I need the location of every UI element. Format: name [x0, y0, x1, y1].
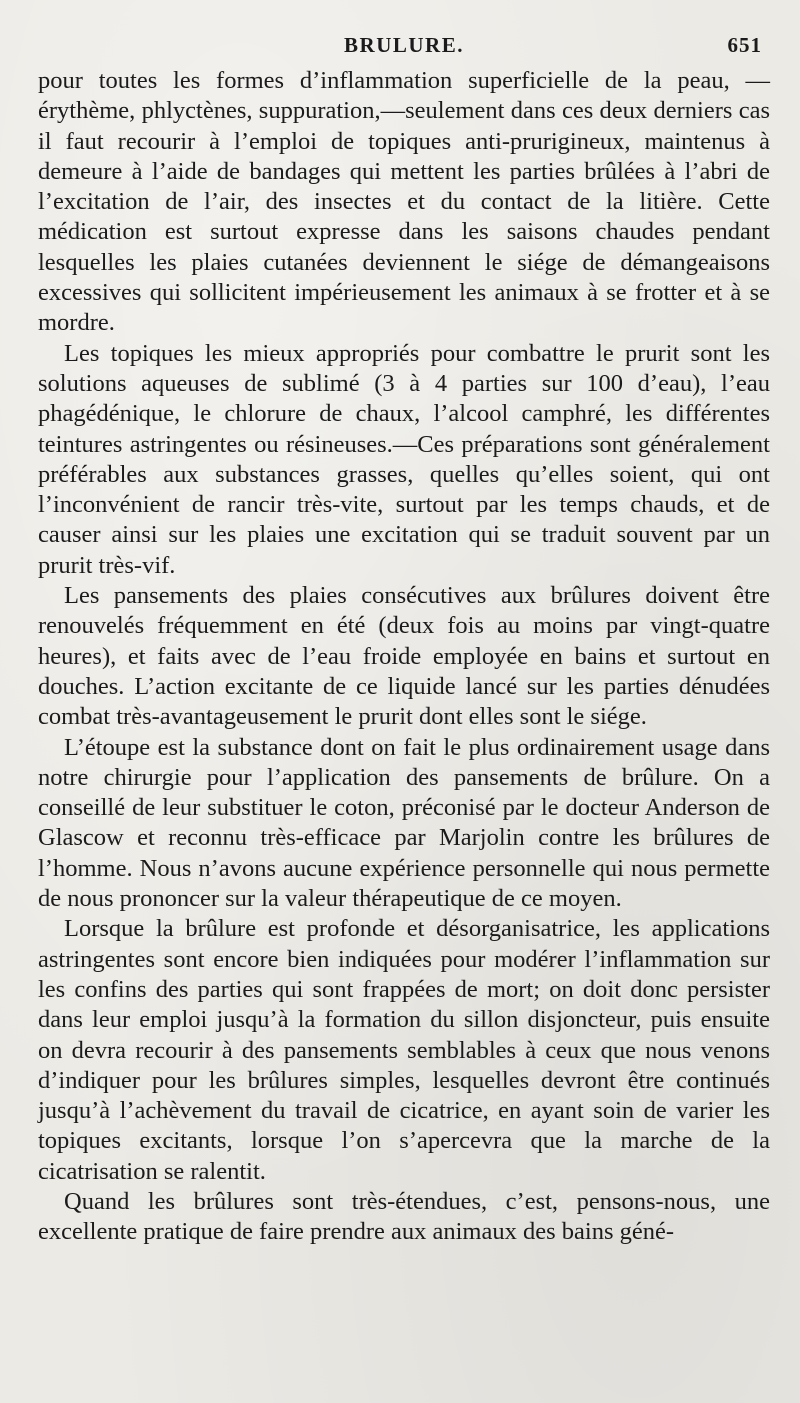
paragraph-1: pour toutes les formes d’inflammation superficielle de la peau, —érythème, phlyctènes, suppuration,—seulement dans ces deux derniers cas il faut recourir à l’emploi de topiques anti-prurigineux, maintenus à demeure à l’aide de bandages qui mettent les parties brûlées à l’abri de l’excitation de l’air, des insectes et du contact de la litière. Cette médication est surtout expresse dans les saisons chaudes pendant lesquelles les plaies cutanées deviennent le siége de démangeaisons excessives qui sollicitent impérieusement les animaux à se frotter et à se mordre. — [38, 67, 770, 337]
paragraph-2: Les topiques les mieux appropriés pour combattre le prurit sont les solutions aqueuses de sublimé (3 à 4 parties sur 100 d’eau), l’eau phagédénique, le chlorure de chaux, l’alcool camphré, les différentes teintures astringentes ou résineuses.—Ces préparations sont généralement préférables aux substances grasses, quelles qu’elles soient, qui ont l’inconvénient de rancir très-vite, surtout par les temps chauds, et de causer ainsi sur les plaies une excitation qui se traduit souvent par un prurit très-vif. — [38, 339, 770, 579]
paragraph-3: Les pansements des plaies consécutives aux brûlures doivent être renouvelés fréquemment en été (deux fois au moins par vingt-quatre heures), et faits avec de l’eau froide employée en bains et surtout en douches. L’action excitante de ce liquide lancé sur les parties dénudées combat très-avantageusement le prurit dont elles sont le siége. — [38, 582, 770, 731]
running-head — [38, 30, 770, 66]
paragraph-4: L’étoupe est la substance dont on fait le plus ordinairement usage dans notre chirurgie pour l’application des pansements de brûlure. On a conseillé de leur substituer le coton, préconisé par le docteur Anderson de Glascow et reconnu très-efficace par Marjolin contre les brûlures de l’homme. Nous n’avons aucune expérience personnelle qui nous permette de nous prononcer sur la valeur thérapeutique de ce moyen. — [38, 733, 770, 913]
paragraph-5: Lorsque la brûlure est profonde et désorganisatrice, les applications astringentes sont encore bien indiquées pour modérer l’inflammation sur les confins des parties qui sont frappées de mort; on doit donc persister dans leur emploi jusqu’à la formation du sillon disjoncteur, puis ensuite on devra recourir à des pansements semblables à ceux que nous venons d’indiquer pour les brûlures simples, lesquelles devront être continués jusqu’à l’achèvement du travail de cicatrice, en ayant soin de varier les topiques excitants, lorsque l’on s’apercevra que la marche de la cicatrisation se ralentit. — [38, 915, 770, 1185]
body-text — [38, 66, 770, 1248]
page-number: 651 — [727, 33, 762, 57]
running-title: BRULURE. — [344, 33, 464, 57]
paragraph-6: Quand les brûlures sont très-étendues, c’est, pensons-nous, une excellente pratique de faire prendre aux animaux des bains géné- — [38, 1187, 770, 1246]
